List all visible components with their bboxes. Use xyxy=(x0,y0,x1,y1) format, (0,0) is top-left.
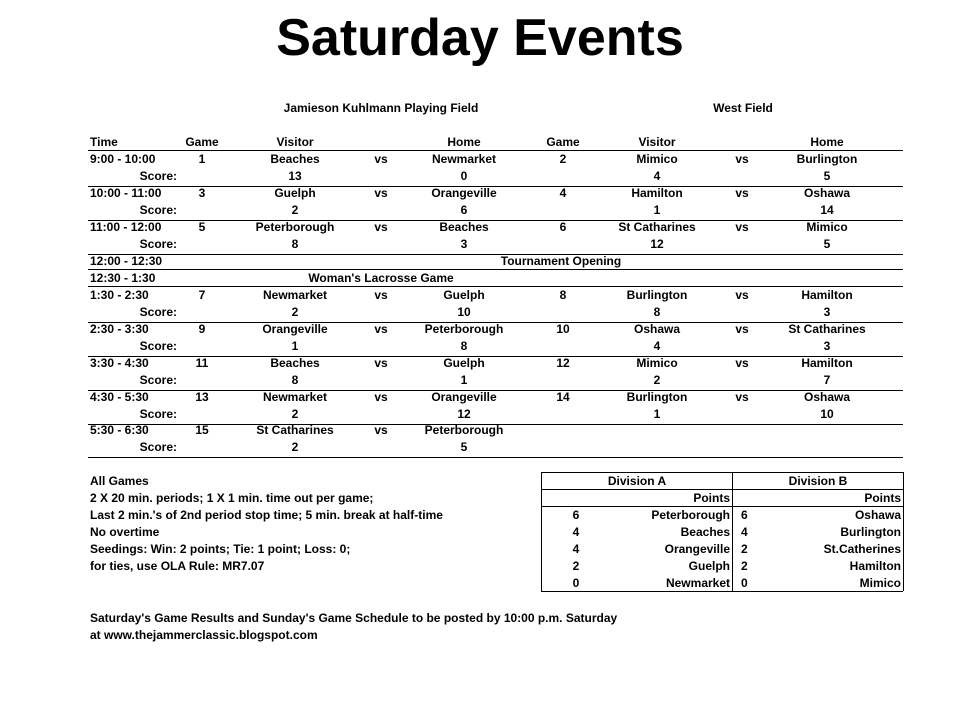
header-home-2: Home xyxy=(810,135,844,149)
game-number: 1 xyxy=(198,152,206,166)
header-game-2: Game xyxy=(546,135,580,149)
standings-border xyxy=(541,506,903,507)
row-separator xyxy=(88,220,903,221)
slot-time: 9:00 - 10:00 xyxy=(90,152,156,166)
division-b-points: 2 xyxy=(741,542,748,556)
division-a-points: 4 xyxy=(572,542,580,556)
visitor-score: 2 xyxy=(291,305,299,319)
score-label: Score: xyxy=(139,373,177,387)
visitor-team: Hamilton xyxy=(631,186,683,200)
points-heading: Points xyxy=(864,491,901,505)
vs-label: vs xyxy=(374,186,388,200)
score-label: Score: xyxy=(139,339,177,353)
home-score: 7 xyxy=(823,373,831,387)
vs-label: vs xyxy=(374,390,388,404)
slot-time: 2:30 - 3:30 xyxy=(90,322,149,336)
visitor-team: St Catharines xyxy=(256,423,334,437)
score-label: Score: xyxy=(139,169,177,183)
game-number: 8 xyxy=(559,288,567,302)
home-score: 5 xyxy=(823,169,831,183)
division-b-points: 2 xyxy=(741,559,748,573)
visitor-score: 8 xyxy=(291,373,299,387)
vs-label: vs xyxy=(735,186,749,200)
visitor-score: 8 xyxy=(653,305,661,319)
rules-line: All Games xyxy=(90,474,149,488)
rules-line: Last 2 min.'s of 2nd period stop time; 5 min. break at half-time xyxy=(90,508,443,522)
visitor-score: 13 xyxy=(288,169,302,183)
visitor-team: Oshawa xyxy=(633,322,681,336)
visitor-team: Orangeville xyxy=(262,322,328,336)
standings-border xyxy=(541,472,542,591)
vs-label: vs xyxy=(735,152,749,166)
division-b-heading: Division B xyxy=(788,474,848,488)
visitor-team: Burlington xyxy=(626,390,688,404)
home-score: 5 xyxy=(460,440,468,454)
vs-label: vs xyxy=(374,423,388,437)
visitor-team: Newmarket xyxy=(262,288,328,302)
header-time: Time xyxy=(90,135,118,149)
home-score: 8 xyxy=(460,339,468,353)
visitor-score: 2 xyxy=(653,373,661,387)
game-number: 6 xyxy=(559,220,567,234)
score-label: Score: xyxy=(139,440,177,454)
home-score: 10 xyxy=(457,305,471,319)
home-team: Hamilton xyxy=(801,288,853,302)
vs-label: vs xyxy=(735,220,749,234)
division-b-points: 4 xyxy=(741,525,748,539)
visitor-team: Beaches xyxy=(270,356,320,370)
visitor-score: 12 xyxy=(650,237,664,251)
game-number: 5 xyxy=(198,220,206,234)
home-score: 12 xyxy=(457,407,471,421)
vs-label: vs xyxy=(735,288,749,302)
division-b-team: Mimico xyxy=(859,576,901,590)
home-team: Oshawa xyxy=(803,186,851,200)
division-a-team: Beaches xyxy=(680,525,730,539)
game-number: 15 xyxy=(195,423,209,437)
score-label: Score: xyxy=(139,237,177,251)
game-number: 2 xyxy=(559,152,567,166)
division-a-points: 6 xyxy=(572,508,580,522)
home-team: Orangeville xyxy=(431,186,497,200)
visitor-team: St Catharines xyxy=(618,220,696,234)
visitor-team: Mimico xyxy=(636,356,678,370)
vs-label: vs xyxy=(735,322,749,336)
division-b-team: Hamilton xyxy=(849,559,901,573)
row-separator xyxy=(88,254,903,255)
points-heading: Points xyxy=(693,491,730,505)
row-separator xyxy=(88,457,903,458)
home-score: 1 xyxy=(460,373,468,387)
game-number: 11 xyxy=(195,356,209,370)
division-b-points: 6 xyxy=(741,508,748,522)
game-number: 9 xyxy=(198,322,206,336)
visitor-score: 4 xyxy=(653,339,661,353)
header-home: Home xyxy=(447,135,481,149)
home-score: 3 xyxy=(460,237,468,251)
visitor-score: 1 xyxy=(653,203,661,217)
division-a-team: Orangeville xyxy=(664,542,730,556)
slot-time: 10:00 - 11:00 xyxy=(90,186,162,200)
division-b-team: Burlington xyxy=(840,525,901,539)
standings-border xyxy=(903,472,904,591)
visitor-score: 1 xyxy=(291,339,299,353)
standings-border xyxy=(541,489,903,490)
visitor-team: Mimico xyxy=(636,152,678,166)
division-a-team: Peterborough xyxy=(651,508,730,522)
rules-line: 2 X 20 min. periods; 1 X 1 min. time out per game; xyxy=(90,491,374,505)
home-team: Guelph xyxy=(443,356,485,370)
slot-time: 3:30 - 4:30 xyxy=(90,356,149,370)
header-visitor: Visitor xyxy=(276,135,314,149)
standings-border xyxy=(732,472,733,591)
visitor-score: 8 xyxy=(291,237,299,251)
home-team: Hamilton xyxy=(801,356,853,370)
division-b-points: 0 xyxy=(741,576,748,590)
vs-label: vs xyxy=(374,322,388,336)
visitor-team: Beaches xyxy=(270,152,320,166)
division-b-team: Oshawa xyxy=(854,508,901,522)
vs-label: vs xyxy=(374,220,388,234)
home-score: 5 xyxy=(823,237,831,251)
visitor-team: Guelph xyxy=(274,186,316,200)
home-team: Orangeville xyxy=(431,390,497,404)
score-label: Score: xyxy=(139,407,177,421)
score-label: Score: xyxy=(139,203,177,217)
slot-time: 5:30 - 6:30 xyxy=(90,423,149,437)
division-a-heading: Division A xyxy=(607,474,667,488)
division-a-team: Newmarket xyxy=(665,576,730,590)
special-time: 12:00 - 12:30 xyxy=(90,254,163,268)
slot-time: 11:00 - 12:00 xyxy=(90,220,162,234)
special-event: Woman's Lacrosse Game xyxy=(308,271,454,285)
home-team: Beaches xyxy=(439,220,489,234)
visitor-team: Newmarket xyxy=(262,390,328,404)
game-number: 13 xyxy=(195,390,209,404)
home-team: Peterborough xyxy=(424,423,504,437)
slot-time: 4:30 - 5:30 xyxy=(90,390,149,404)
home-score: 6 xyxy=(460,203,468,217)
footer-note: at www.thejammerclassic.blogspot.com xyxy=(90,628,318,642)
home-team: Mimico xyxy=(806,220,848,234)
division-a-team: Guelph xyxy=(688,559,730,573)
division-a-points: 0 xyxy=(572,576,580,590)
header-rule xyxy=(88,150,903,151)
game-number: 4 xyxy=(559,186,567,200)
row-separator xyxy=(88,356,903,357)
home-team: Burlington xyxy=(796,152,858,166)
visitor-team: Burlington xyxy=(626,288,688,302)
game-number: 7 xyxy=(198,288,206,302)
standings-border xyxy=(541,472,903,473)
division-a-points: 4 xyxy=(572,525,580,539)
division-b-team: St.Catherines xyxy=(823,542,901,556)
visitor-score: 4 xyxy=(653,169,661,183)
home-score: 3 xyxy=(823,339,831,353)
vs-label: vs xyxy=(735,390,749,404)
field-heading-right: West Field xyxy=(713,101,773,115)
standings-border xyxy=(541,591,903,592)
rules-line: No overtime xyxy=(90,525,160,539)
home-team: St Catharines xyxy=(788,322,866,336)
page-title: Saturday Events xyxy=(276,9,684,67)
row-separator xyxy=(88,286,903,287)
score-label: Score: xyxy=(139,305,177,319)
special-time: 12:30 - 1:30 xyxy=(90,271,156,285)
home-score: 14 xyxy=(820,203,834,217)
special-event: Tournament Opening xyxy=(500,254,622,268)
division-a-points: 2 xyxy=(572,559,580,573)
home-team: Guelph xyxy=(443,288,485,302)
header-game: Game xyxy=(185,135,219,149)
home-score: 10 xyxy=(820,407,834,421)
rules-line: Seedings: Win: 2 points; Tie: 1 point; Loss: 0; xyxy=(90,542,351,556)
visitor-score: 1 xyxy=(653,407,661,421)
visitor-score: 2 xyxy=(291,203,299,217)
vs-label: vs xyxy=(735,356,749,370)
home-score: 3 xyxy=(823,305,831,319)
row-separator xyxy=(88,269,903,270)
home-score: 0 xyxy=(460,169,468,183)
rules-line: for ties, use OLA Rule: MR7.07 xyxy=(90,559,265,573)
home-team: Peterborough xyxy=(424,322,504,336)
visitor-score: 2 xyxy=(291,407,299,421)
header-visitor-2: Visitor xyxy=(638,135,676,149)
game-number: 14 xyxy=(556,390,570,404)
game-number: 10 xyxy=(556,322,570,336)
game-number: 3 xyxy=(198,186,206,200)
vs-label: vs xyxy=(374,356,388,370)
footer-note: Saturday's Game Results and Sunday's Game Schedule to be posted by 10:00 p.m. Saturday xyxy=(90,611,618,625)
visitor-score: 2 xyxy=(291,440,299,454)
visitor-team: Peterborough xyxy=(255,220,335,234)
home-team: Oshawa xyxy=(803,390,851,404)
game-number: 12 xyxy=(556,356,570,370)
slot-time: 1:30 - 2:30 xyxy=(90,288,149,302)
home-team: Newmarket xyxy=(431,152,497,166)
vs-label: vs xyxy=(374,288,388,302)
field-heading-left: Jamieson Kuhlmann Playing Field xyxy=(283,101,479,115)
vs-label: vs xyxy=(374,152,388,166)
